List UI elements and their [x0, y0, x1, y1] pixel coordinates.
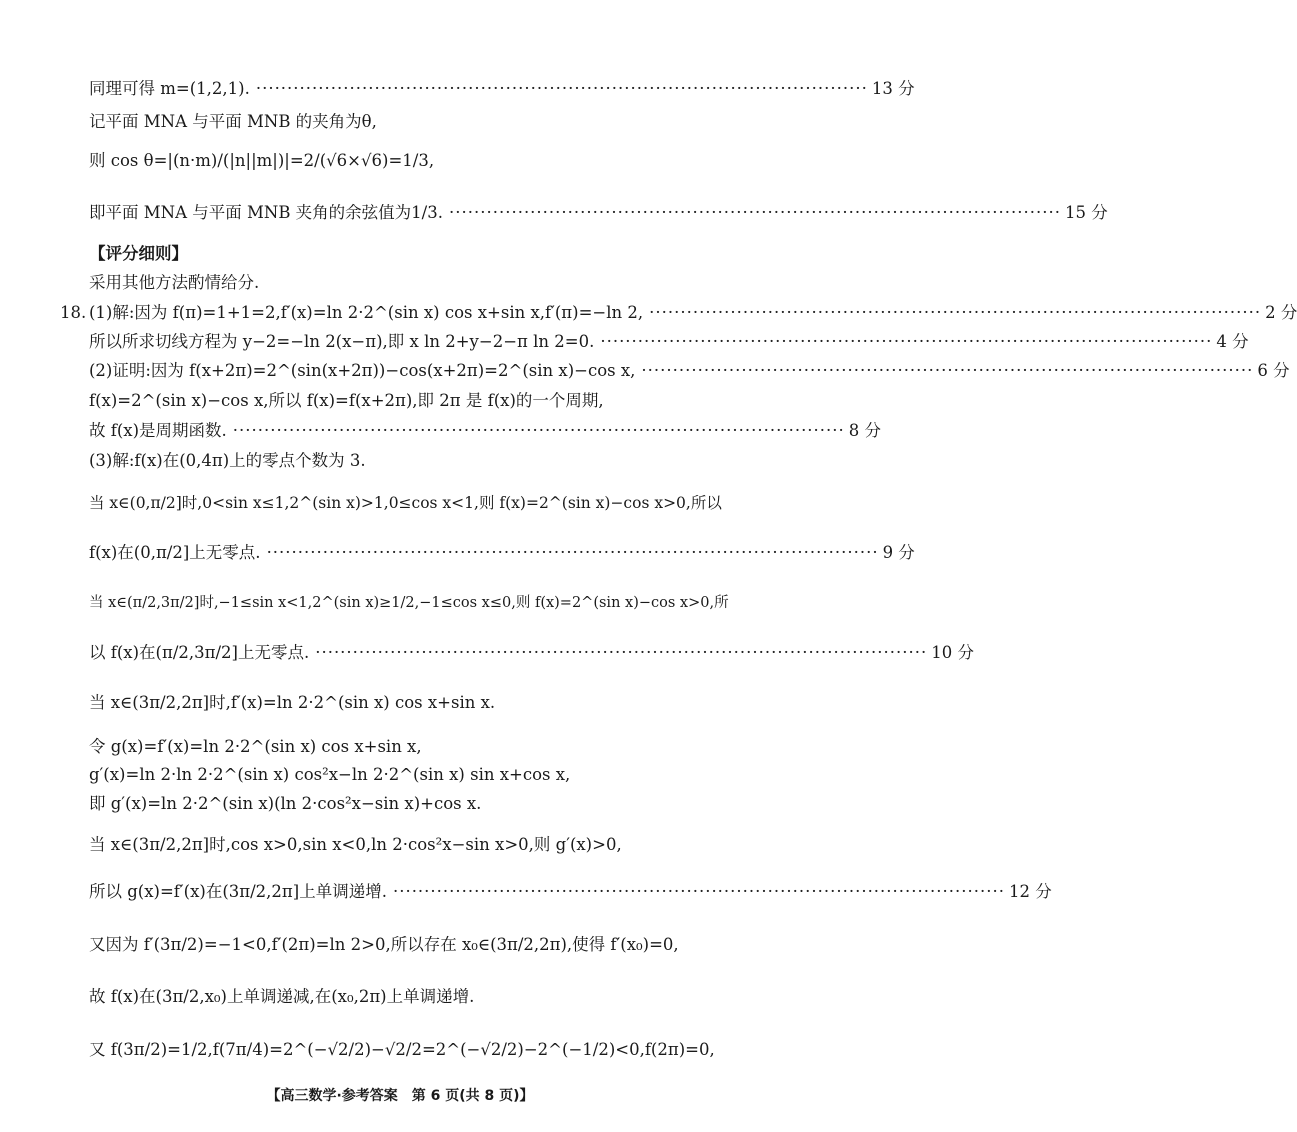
line-3: 则 cos θ=|(n·m)/(|n||m|)|=2/(√6×√6)=1/3, — [89, 151, 435, 170]
line-15: 当 x∈(π/2,3π/2]时,−1≤sin x<1,2^(sin x)≥1/2,−1≤cos x≤0,则 f(x)=2^(sin x)−cos x>0,所 — [89, 595, 729, 611]
line-23: 又因为 f′(3π/2)=−1<0,f′(2π)=ln 2>0,所以存在 x₀∈(3π/2,2π),使得 f′(x₀)=0, — [89, 935, 679, 954]
line-13: 当 x∈(0,π/2]时,0<sin x≤1,2^(sin x)>1,0≤cos x<1,则 f(x)=2^(sin x)−cos x>0,所以 — [89, 494, 722, 512]
line-12: (3)解:f(x)在(0,4π)上的零点个数为 3. — [89, 451, 366, 470]
line-10: f(x)=2^(sin x)−cos x,所以 f(x)=f(x+2π),即 2π 是 f(x)的一个周期, — [89, 391, 604, 410]
line-8: 所以所求切线方程为 y−2=−ln 2(x−π),即 x ln 2+y−2−π ln 2=0. ·································································································· 4 分 — [89, 332, 1249, 351]
line-4: 即平面 MNA 与平面 MNB 夹角的余弦值为1/3. ·································································································· 15 分 — [89, 203, 1108, 222]
line-2: 记平面 MNA 与平面 MNB 的夹角为θ, — [89, 112, 377, 131]
line-9: (2)证明:因为 f(x+2π)=2^(sin(x+2π))−cos(x+2π)=2^(sin x)−cos x, ·································································································· 6 分 — [89, 361, 1290, 380]
page-footer: 【高三数学·参考答案 第 6 页(共 8 页)】 — [266, 1088, 534, 1104]
line-6: 采用其他方法酌情给分. — [89, 273, 260, 292]
line-22: 所以 g(x)=f′(x)在(3π/2,2π]上单调递增. ·································································································· 12 分 — [89, 882, 1052, 901]
line-21: 当 x∈(3π/2,2π]时,cos x>0,sin x<0,ln 2·cos²x−sin x>0,则 g′(x)>0, — [89, 835, 622, 854]
problem-number: 18. — [60, 303, 87, 322]
line-16: 以 f(x)在(π/2,3π/2]上无零点. ·································································································· 10 分 — [89, 643, 974, 662]
line-20: 即 g′(x)=ln 2·2^(sin x)(ln 2·cos²x−sin x)+cos x. — [89, 794, 482, 813]
line-17: 当 x∈(3π/2,2π]时,f′(x)=ln 2·2^(sin x) cos x+sin x. — [89, 693, 496, 712]
line-18: 令 g(x)=f′(x)=ln 2·2^(sin x) cos x+sin x, — [89, 737, 422, 756]
line-19: g′(x)=ln 2·ln 2·2^(sin x) cos²x−ln 2·2^(sin x) sin x+cos x, — [89, 765, 571, 784]
line-1: 同理可得 m=(1,2,1). ·································································································· 13 分 — [89, 79, 915, 98]
line-14: f(x)在(0,π/2]上无零点. ·································································································· 9 分 — [89, 543, 915, 562]
line-24: 故 f(x)在(3π/2,x₀)上单调递减,在(x₀,2π)上单调递增. — [89, 987, 475, 1006]
line-25: 又 f(3π/2)=1/2,f(7π/4)=2^(−√2/2)−√2/2=2^(−√2/2)−2^(−1/2)<0,f(2π)=0, — [89, 1040, 715, 1059]
line-11: 故 f(x)是周期函数. ·································································································· 8 分 — [89, 421, 882, 440]
scoring-rules-heading: 【评分细则】 — [89, 244, 188, 263]
line-7: (1)解:因为 f(π)=1+1=2,f′(x)=ln 2·2^(sin x) cos x+sin x,f′(π)=−ln 2, ·································································································· 2 分 — [89, 303, 1297, 322]
